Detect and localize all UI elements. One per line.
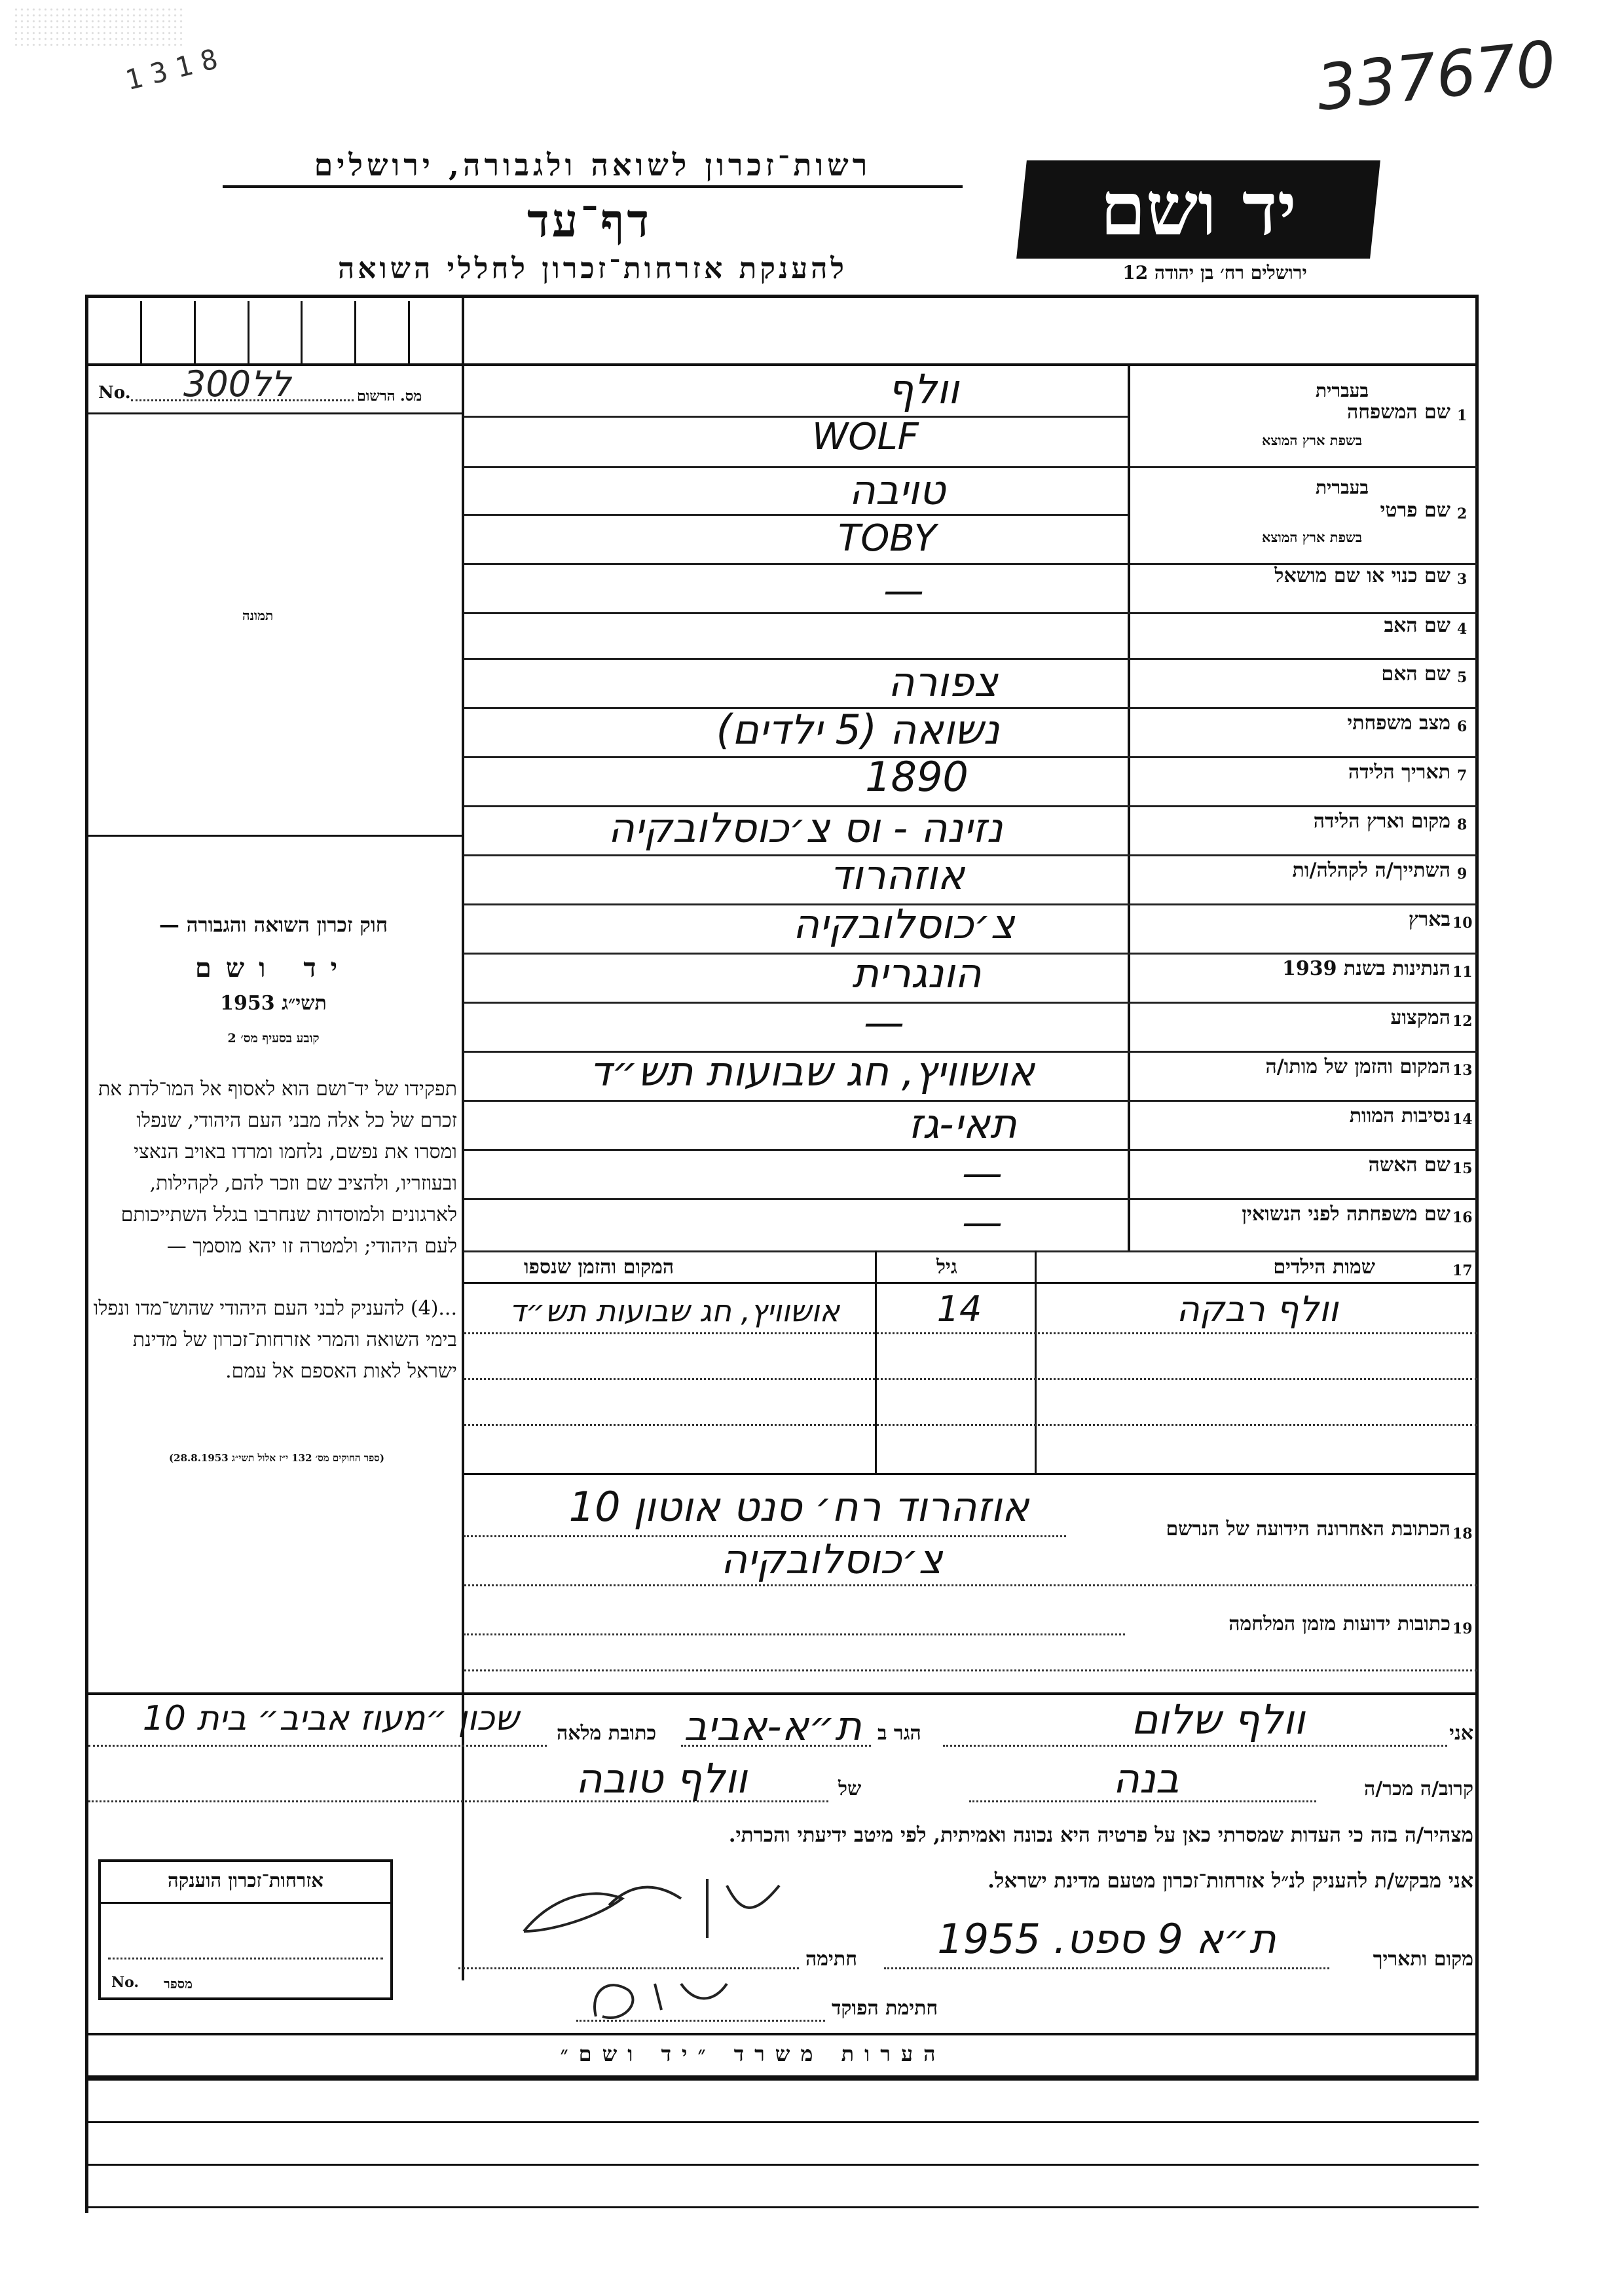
children-row-line — [464, 1424, 1477, 1426]
law-paragraph-1: תפקידו של יד־ושם הוא לאסוף אל המו־לדת את זכרם של כל אלה מבני העם היהודי, שנפלו ומסרו את נפשם, נלחמו ומרדו באויב הנאצי ובעוזריו, ולהציב שם וזכר להם, לקהילות, לארגונים ולמוסדות שנחרבו בגלל השתייכותם לעם היהודי; ולמטרה זו יהא מוסמך — — [98, 1078, 457, 1258]
children-col-names: שמות הילדים — [1273, 1256, 1375, 1279]
field-1-value-origin: WOLF — [812, 416, 919, 458]
field-18-label: הכתובת האחרונה הידועה של הנרשם — [1166, 1518, 1450, 1540]
notes-line — [85, 2164, 1479, 2166]
row-divider — [464, 514, 1128, 516]
field-15-value: — — [962, 1149, 1003, 1197]
field-9-label: השתייך/ה לקהלה/ות — [1292, 859, 1450, 882]
field-19-label: כתובות ידועות מזמן המלחמה — [1228, 1613, 1450, 1635]
photo-divider — [85, 835, 464, 837]
children-bottom — [464, 1473, 1477, 1475]
place-date-value: ת״א 9 ספט. 1955 — [937, 1915, 1276, 1963]
field-12-value: — — [864, 998, 904, 1046]
request-text: אני מבקש/ת להעניק לנ״ל אזרחות־זכרון מטעם מדינת ישראל. — [987, 1869, 1473, 1893]
field-16-label: שם משפחתה לפני הנשואין — [1242, 1203, 1450, 1226]
row-divider — [464, 612, 1477, 614]
field-18-number: 18 — [1452, 1525, 1473, 1542]
field-16-number: 16 — [1452, 1209, 1473, 1226]
officer-signature — [583, 1964, 747, 2030]
notes-line — [85, 2121, 1479, 2123]
field-11-value: הונגרית — [852, 949, 982, 997]
logo-address: ירושלים רח׳ בן יהודה 12 — [1122, 262, 1307, 283]
field-8-number: 8 — [1457, 816, 1467, 833]
field-8-value: נזינה - וס צ׳כוסלובקיה — [608, 804, 1003, 852]
place-date-label: מקום ותאריך — [1373, 1948, 1473, 1971]
field-7-number: 7 — [1457, 767, 1467, 784]
field-2-sub-origin: בשפת ארץ המוצא — [1262, 529, 1362, 545]
child-1-age: 14 — [936, 1288, 982, 1330]
field-11-label: הנתינות בשנת 1939 — [1282, 957, 1450, 980]
citizenship-title: אזרחות־זכרון הוענקה — [168, 1869, 323, 1891]
citizenship-rule — [98, 1902, 393, 1904]
children-col-div-2 — [1035, 1250, 1037, 1473]
field-7-label: תאריך הלידה — [1348, 761, 1450, 784]
signature-scrawl — [511, 1859, 799, 1958]
divider-top-row — [85, 363, 1479, 366]
field-10-value: צ׳כוסלובקיה — [792, 900, 1015, 948]
field-18-line-2 — [464, 1584, 1477, 1586]
registry-divider — [85, 412, 464, 414]
field-6-label: מצב משפחתי — [1347, 712, 1450, 735]
declaration-text: מצהיר/ה בזה כי העדות שמסרתי כאן על פרטיה היא נכונה ואמיתית, לפי מיטב ידיעתי והכרתי. — [728, 1823, 1473, 1847]
officer-label: חתימת הפוקד — [832, 1997, 938, 2020]
field-2-label: שם פרטי — [1380, 499, 1450, 522]
law-citation: (ספר החוקים מס׳ 132 י״ז אלול תשי״ג 28.8.1953) — [169, 1452, 384, 1464]
field-3-number: 3 — [1457, 571, 1467, 588]
field-19-number: 19 — [1452, 1620, 1473, 1637]
child-1-place: אושוויץ, חג שבועות תש״ד — [509, 1293, 840, 1328]
field-10-number: 10 — [1452, 915, 1473, 932]
citizenship-num-label: מספר — [164, 1976, 193, 1992]
children-row-line — [464, 1332, 1477, 1334]
children-header-line — [464, 1282, 1477, 1284]
children-number: 17 — [1452, 1262, 1473, 1279]
notes-line — [85, 2206, 1479, 2208]
declarant-i-label: אני — [1449, 1722, 1473, 1745]
field-18-value-2: צ׳כוסלובקיה — [720, 1535, 943, 1583]
field-13-number: 13 — [1452, 1062, 1473, 1079]
place-date-line — [884, 1967, 1329, 1969]
section-divider-declaration — [85, 1692, 1479, 1695]
field-1-label: שם המשפחה — [1346, 401, 1450, 424]
field-19-line-2 — [464, 1669, 1477, 1671]
yad-vashem-logo — [1016, 160, 1380, 259]
children-col-place: המקום והזמן שנספו — [524, 1256, 674, 1279]
law-year: תשי״ג 1953 — [220, 992, 327, 1015]
field-13-label: המקום והזמן של מותו/ה — [1265, 1055, 1450, 1078]
declarant-name-line — [943, 1745, 1447, 1747]
field-2-number: 2 — [1457, 505, 1467, 522]
form-purpose: להענקת אזרחות־זכרון לחללי השואה — [337, 252, 847, 285]
field-15-number: 15 — [1452, 1160, 1473, 1177]
registry-no-prefix: No. — [98, 383, 131, 403]
field-5-number: 5 — [1457, 669, 1467, 686]
of-label: של — [838, 1777, 862, 1800]
child-1-name: וולף רבקה — [1176, 1288, 1338, 1330]
field-9-number: 9 — [1457, 866, 1467, 883]
field-10-label: בארץ — [1408, 908, 1450, 931]
field-14-value: תאי-גז — [908, 1100, 1017, 1148]
law-clause: קובע בסעיף מס׳ 2 — [227, 1031, 320, 1046]
logo-text: יד ושם — [1099, 166, 1297, 252]
field-4-label: שם האב — [1384, 614, 1450, 637]
field-1-number: 1 — [1457, 407, 1467, 424]
field-2-sub-hebrew: בעברית — [1315, 477, 1369, 498]
declarant-name: וולף שלום — [1131, 1696, 1305, 1743]
field-6-number: 6 — [1457, 718, 1467, 735]
notes-left-border — [85, 2033, 88, 2213]
of-name: וולף טובה — [576, 1755, 747, 1802]
field-4-number: 4 — [1457, 621, 1467, 638]
notes-line — [85, 2079, 1479, 2081]
address-label: כתובת מלאה — [557, 1722, 657, 1745]
address-line — [88, 1745, 547, 1747]
field-3-value: — — [883, 566, 924, 614]
authority-line: רשות־זכרון לשואה ולגבורה, ירושלים — [314, 147, 872, 183]
signature-label: חתימה — [805, 1948, 857, 1971]
relation-label: קרוב/ה מכר/ה — [1364, 1777, 1473, 1800]
field-5-label: שם האם — [1381, 663, 1450, 685]
field-19-line — [464, 1633, 1125, 1635]
field-18-value-1: אוזהרוד רח׳ סנט אוטון 10 — [568, 1483, 1029, 1531]
law-name: יד ושם — [194, 953, 352, 983]
children-col-div-1 — [875, 1250, 877, 1473]
row-divider — [464, 1002, 1477, 1004]
row-divider — [464, 563, 1128, 565]
field-12-label: המקצוע — [1390, 1006, 1450, 1029]
field-14-label: נסיבות המוות — [1349, 1104, 1450, 1127]
declarant-address: שכון ״מעוז אביב״ בית 10 — [142, 1699, 519, 1738]
registry-no-value: 300לל — [183, 363, 291, 405]
field-1-value: וולף — [887, 365, 959, 413]
field-16-value: — — [962, 1198, 1003, 1246]
registry-no-label: מס. הרשום — [357, 388, 422, 405]
field-9-value: אוזהרוד — [829, 851, 965, 899]
field-2-value: טויבה — [849, 466, 946, 514]
notes-top-line — [85, 2033, 1479, 2035]
row-divider — [464, 1250, 1477, 1252]
field-1-sub-hebrew: בעברית — [1315, 380, 1369, 401]
field-8-label: מקום וארץ הלידה — [1313, 810, 1450, 833]
form-title: דף־עד — [526, 193, 652, 247]
field-3-label: שם כנוי או שם מושאל — [1274, 564, 1450, 587]
law-paragraph-2: ...(4) להעניק לבני העם היהודי שהוש־מדו ונפלו בימי השואה והמרי אזרחות־זכרון של מדינת ישראל לאות האספם אל עמם. — [93, 1297, 457, 1383]
row-divider — [464, 416, 1128, 418]
citizenship-no-label: No. — [111, 1974, 139, 1991]
field-14-number: 14 — [1452, 1111, 1473, 1128]
field-2-value-origin: TOBY — [838, 517, 936, 560]
field-15-label: שם האשה — [1368, 1154, 1450, 1176]
checkbox-strip — [88, 301, 462, 363]
row-divider — [1130, 466, 1477, 468]
resides-label: הגר ב — [877, 1722, 921, 1745]
archive-number: 337670 — [1313, 27, 1560, 125]
field-12-number: 12 — [1452, 1013, 1473, 1030]
corner-dots — [13, 7, 183, 46]
declarant-city: ת״א-אביב — [684, 1702, 862, 1750]
field-7-value: 1890 — [865, 753, 969, 801]
declarant-relation: בנה — [1113, 1755, 1179, 1802]
citizenship-rule-2 — [108, 1958, 383, 1959]
corner-stamp: 1318 — [122, 40, 230, 97]
children-col-age: גיל — [936, 1256, 957, 1279]
photo-label: תמונה — [242, 608, 274, 623]
field-13-value: אושוויץ, חג שבועות תש״ד — [589, 1048, 1035, 1095]
children-row-line — [464, 1378, 1477, 1380]
office-notes-title: הערות משרד ״יד ושם״ — [560, 2041, 946, 2066]
field-1-sub-origin: בשפת ארץ המוצא — [1262, 432, 1362, 448]
law-title: חוק זכרון השואה והגבורה — — [158, 913, 388, 937]
authority-underline — [223, 185, 963, 188]
field-6-value: נשואה (5 ילדים) — [716, 706, 1000, 754]
field-11-number: 11 — [1452, 964, 1473, 981]
field-5-value: צפורה — [888, 658, 998, 706]
